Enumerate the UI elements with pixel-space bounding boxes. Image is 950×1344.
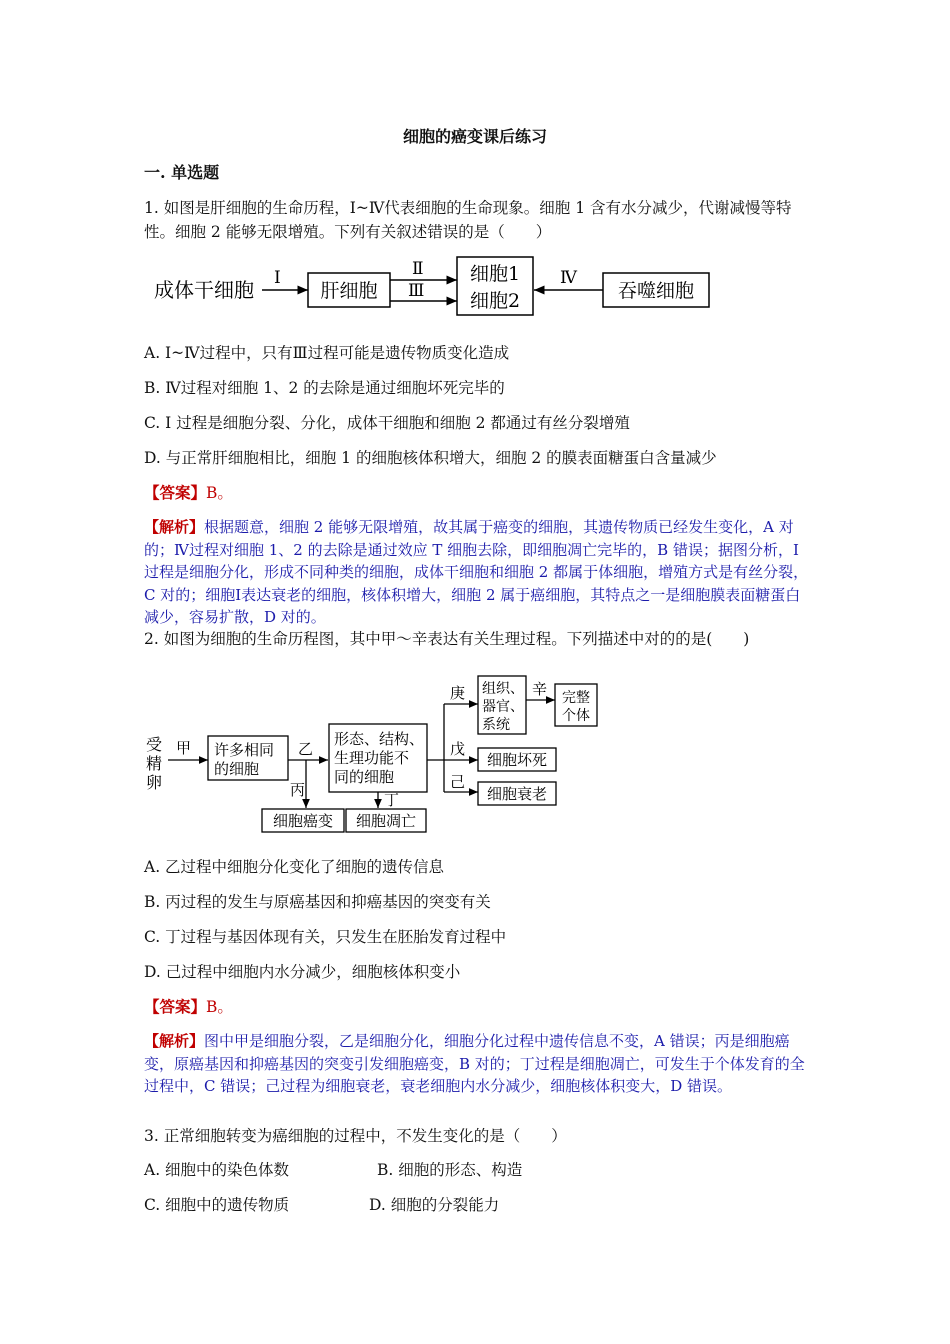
q2-box2-line1: 形态、结构、 xyxy=(334,730,425,748)
q2-answer xyxy=(144,995,233,1017)
q2-wu-label: 戊 xyxy=(450,740,466,758)
q2-bing-label: 丙 xyxy=(290,781,306,799)
q1-answer-tag: 【答案】 xyxy=(144,483,207,502)
q2-analysis xyxy=(144,1030,812,1098)
q2-box2-line3: 同的细胞 xyxy=(334,768,395,786)
q2-box1-line1: 许多相同 xyxy=(214,741,275,759)
q2-ding-label: 丁 xyxy=(384,791,400,809)
q1-phagocyte-label: 吞噬细胞 xyxy=(617,280,695,302)
q3-option-c: C. 细胞中的遗传物质 xyxy=(144,1196,290,1214)
q1-option-c: C. Ⅰ 过程是细胞分裂、分化，成体干细胞和细胞 2 都通过有丝分裂增殖 xyxy=(144,414,630,432)
q2-apoptosis-label: 细胞凋亡 xyxy=(355,812,417,830)
q2-whole-line1: 完整 xyxy=(562,690,590,706)
document-title: 细胞的癌变课后练习 xyxy=(402,127,547,146)
q1-analysis-text: 根据题意，细胞 2 能够无限增殖，故其属于癌变的细胞，其遗传物质已经发生变化，A 对的；Ⅳ过程对细胞 1、2 的去除是通过效应 T 细胞去除，即细胞凋亡完毕的，B 错误；据图分析，Ⅰ过程是细胞分化，形成不同种类的细胞，成体干细胞和细胞 2 都属于体细胞，增殖方式是有丝分裂，C 对的；细胞Ⅰ表达衰老的细胞，核体积增大，细胞 2 属于癌细胞，其特点之一是细胞膜表面糖蛋白减少，容易扩散，D 对的。 xyxy=(144,518,809,626)
q1-answer xyxy=(144,481,233,503)
q2-ji-label: 己 xyxy=(450,773,466,791)
q1-stem: 1. 如图是肝细胞的生命历程，Ⅰ~Ⅳ代表细胞的生命现象。细胞 1 含有水分减少，代谢减慢等特性。细胞 2 能够无限增殖。下列有关叙述错误的是（ ） xyxy=(144,199,792,241)
q2-stem: 2. 如图为细胞的生命历程图，其中甲～辛表达有关生理过程。下列描述中对的的是( ) xyxy=(144,630,750,648)
q2-figure xyxy=(144,668,614,838)
q3-option-b: B. 细胞的形态、构造 xyxy=(377,1161,523,1179)
q3-stem: 3. 正常细胞转变为癌细胞的过程中，不发生变化的是（ ） xyxy=(144,1127,567,1145)
q2-cancer-label: 细胞癌变 xyxy=(272,812,334,830)
q2-option-a: A. 乙过程中细胞分化变化了细胞的遗传信息 xyxy=(144,858,445,876)
q2-aging-label: 细胞衰老 xyxy=(486,785,548,803)
q2-egg-char-2: 精 xyxy=(146,754,163,773)
q2-jia-label: 甲 xyxy=(176,739,192,757)
q2-answer-value: B。 xyxy=(206,998,233,1016)
q2-answer-tag: 【答案】 xyxy=(144,997,207,1016)
q1-arrow-1-label: Ⅰ xyxy=(274,268,281,288)
q2-option-b: B. 丙过程的发生与原癌基因和抑癌基因的突变有关 xyxy=(144,893,491,911)
q2-analysis-tag: 【解析】 xyxy=(144,1032,205,1050)
q2-analysis-text: 图中甲是细胞分裂，乙是细胞分化，细胞分化过程中遗传信息不变，A 错误；丙是细胞癌变，原癌基因和抑癌基因的突变引发细胞癌变，B 对的；丁过程是细胞凋亡，可发生于个体发育的全过程中，C 错误；己过程为细胞衰老，衰老细胞内水分减少，细胞核体积变大，D 错误。 xyxy=(144,1032,805,1095)
q2-tissue-line1: 组织、 xyxy=(482,681,524,697)
q1-option-b: B. Ⅳ过程对细胞 1、2 的去除是通过细胞坏死完毕的 xyxy=(144,379,505,397)
q1-cell2-label: 细胞2 xyxy=(469,290,521,312)
q1-arrow-3-label: Ⅲ xyxy=(408,281,425,301)
q2-necrosis-label: 细胞坏死 xyxy=(486,751,548,769)
q1-arrow-2-label: Ⅱ xyxy=(412,259,424,279)
q2-egg-char-1: 受 xyxy=(146,735,163,754)
q2-option-d: D. 己过程中细胞内水分减少，细胞核体积变小 xyxy=(144,963,461,981)
q2-geng-label: 庚 xyxy=(450,684,466,702)
q2-whole-line2: 个体 xyxy=(562,708,590,724)
q3-option-d: D. 细胞的分裂能力 xyxy=(369,1196,500,1214)
q2-xin-label: 辛 xyxy=(532,680,548,698)
q2-option-c: C. 丁过程与基因体现有关，只发生在胚胎发育过程中 xyxy=(144,928,507,946)
q1-answer-value: B。 xyxy=(206,484,233,502)
q1-source-label: 成体干细胞 xyxy=(154,278,254,302)
section-heading: 一. 单选题 xyxy=(144,163,220,182)
q2-tissue-line2: 器官、 xyxy=(482,699,524,715)
q2-egg-char-3: 卵 xyxy=(146,773,163,792)
q1-analysis xyxy=(144,516,812,629)
q2-tissue-line3: 系统 xyxy=(482,717,510,733)
q1-analysis-tag: 【解析】 xyxy=(144,518,205,536)
q2-box2-line2: 生理功能不 xyxy=(334,749,410,767)
q2-yi-label: 乙 xyxy=(298,740,314,758)
q1-figure xyxy=(150,253,720,319)
q3-option-a: A. 细胞中的染色体数 xyxy=(144,1161,290,1179)
q1-arrow-4-label: Ⅳ xyxy=(560,268,577,288)
q1-cell1-label: 细胞1 xyxy=(469,263,521,285)
q1-option-a: A. Ⅰ~Ⅳ过程中，只有Ⅲ过程可能是遗传物质变化造成 xyxy=(144,344,510,362)
q1-liver-label: 肝细胞 xyxy=(320,280,378,302)
q1-option-d: D. 与正常肝细胞相比，细胞 1 的细胞核体积增大，细胞 2 的膜表面糖蛋白含量减少 xyxy=(144,449,717,467)
q2-box1-line2: 的细胞 xyxy=(214,760,260,778)
